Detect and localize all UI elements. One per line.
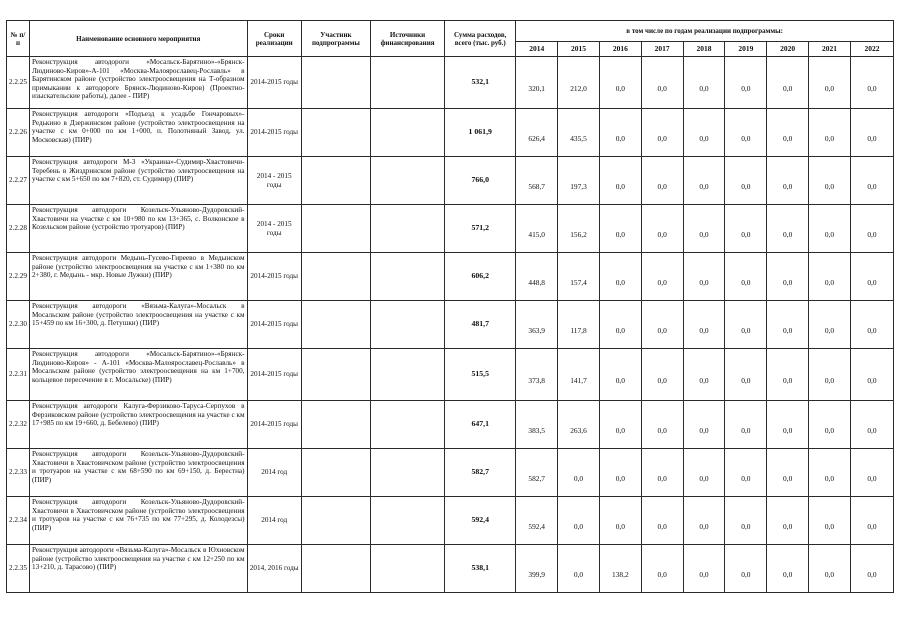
row-value-2022: 0,0: [850, 205, 893, 253]
row-value-2018: 0,0: [683, 301, 725, 349]
row-value-2017: 0,0: [641, 497, 683, 545]
row-value-2016: 138,2: [599, 545, 641, 593]
row-value-2018: 0,0: [683, 109, 725, 157]
header-total: Сумма расходов, всего (тыс. руб.): [445, 21, 516, 57]
table-row: [7, 301, 894, 349]
row-number: 2.2.31: [7, 349, 30, 401]
row-value-2018: 0,0: [683, 57, 725, 109]
row-value-2019: 0,0: [725, 301, 767, 349]
row-value-2020: 0,0: [767, 545, 809, 593]
row-value-2018: 0,0: [683, 205, 725, 253]
row-value-2022: 0,0: [850, 401, 893, 449]
row-value-2015: 117,8: [558, 301, 600, 349]
row-participant: [301, 109, 370, 157]
row-name: Реконструкция автодороги «Подъезд к усадьбе Гончаровых»-Редькино в Дзержинском районе (устройство электроосвещения на участке с км 0+000 по км 1+000, п. Полотняный Завод, ул. Московская) (ПИР): [30, 109, 248, 157]
year-header-2020: 2020: [767, 42, 809, 57]
header-sources: Источники финансирования: [370, 21, 444, 57]
row-value-2021: 0,0: [809, 205, 851, 253]
row-value-2019: 0,0: [725, 157, 767, 205]
row-value-2020: 0,0: [767, 301, 809, 349]
row-value-2017: 0,0: [641, 449, 683, 497]
row-dates: 2014-2015 годы: [247, 349, 301, 401]
row-sources: [370, 205, 444, 253]
row-number: 2.2.30: [7, 301, 30, 349]
row-value-2016: 0,0: [599, 253, 641, 301]
header-num: № п/п: [7, 21, 30, 57]
row-sources: [370, 253, 444, 301]
table-row: [7, 157, 894, 205]
row-value-2016: 0,0: [599, 157, 641, 205]
row-value-2020: 0,0: [767, 401, 809, 449]
row-value-2014: 363,9: [516, 301, 558, 349]
row-value-2018: 0,0: [683, 253, 725, 301]
row-value-2014: 626,4: [516, 109, 558, 157]
row-value-2017: 0,0: [641, 205, 683, 253]
row-value-2017: 0,0: [641, 301, 683, 349]
budget-table: [6, 20, 894, 593]
year-header-2022: 2022: [850, 42, 893, 57]
row-sources: [370, 301, 444, 349]
row-sources: [370, 349, 444, 401]
row-value-2015: 0,0: [558, 497, 600, 545]
row-value-2017: 0,0: [641, 109, 683, 157]
row-dates: 2014 - 2015 годы: [247, 205, 301, 253]
row-total: 592,4: [445, 497, 516, 545]
row-value-2019: 0,0: [725, 205, 767, 253]
row-value-2014: 373,8: [516, 349, 558, 401]
row-sources: [370, 545, 444, 593]
row-sources: [370, 109, 444, 157]
row-value-2022: 0,0: [850, 253, 893, 301]
row-value-2019: 0,0: [725, 349, 767, 401]
row-value-2015: 435,5: [558, 109, 600, 157]
row-number: 2.2.35: [7, 545, 30, 593]
row-value-2017: 0,0: [641, 57, 683, 109]
row-value-2014: 415,0: [516, 205, 558, 253]
row-total: 515,5: [445, 349, 516, 401]
row-value-2018: 0,0: [683, 401, 725, 449]
row-value-2014: 582,7: [516, 449, 558, 497]
row-participant: [301, 57, 370, 109]
row-value-2021: 0,0: [809, 449, 851, 497]
row-total: 532,1: [445, 57, 516, 109]
row-value-2021: 0,0: [809, 253, 851, 301]
table-row: [7, 253, 894, 301]
row-value-2015: 141,7: [558, 349, 600, 401]
row-value-2016: 0,0: [599, 449, 641, 497]
row-sources: [370, 57, 444, 109]
row-value-2015: 197,3: [558, 157, 600, 205]
row-value-2021: 0,0: [809, 497, 851, 545]
year-header-2019: 2019: [725, 42, 767, 57]
row-participant: [301, 545, 370, 593]
row-name: Реконструкция автодороги «Мосальск-Барятино»-«Брянск-Людиново-Киров» - А-101 «Москва-Малоярославец-Рославль» в Мосальском районе (устройство электроосвещения на км 1+700, кольцевое пересечение в г. Мосальске) (ПИР): [30, 349, 248, 401]
row-value-2020: 0,0: [767, 57, 809, 109]
row-value-2014: 320,1: [516, 57, 558, 109]
row-value-2019: 0,0: [725, 109, 767, 157]
year-header-2021: 2021: [809, 42, 851, 57]
row-dates: 2014 - 2015 годы: [247, 157, 301, 205]
row-name: Реконструкция автодороги Калуга-Ферзиково-Таруса-Серпухов в Ферзиковском районе (устройство электроосвещения на участке с км 17+985 по км 19+660, д. Бебелево) (ПИР): [30, 401, 248, 449]
row-value-2021: 0,0: [809, 57, 851, 109]
row-dates: 2014-2015 годы: [247, 109, 301, 157]
year-header-2016: 2016: [599, 42, 641, 57]
row-value-2018: 0,0: [683, 349, 725, 401]
row-sources: [370, 401, 444, 449]
row-value-2022: 0,0: [850, 497, 893, 545]
row-participant: [301, 205, 370, 253]
table-row: [7, 401, 894, 449]
row-number: 2.2.34: [7, 497, 30, 545]
row-value-2020: 0,0: [767, 253, 809, 301]
row-value-2015: 212,0: [558, 57, 600, 109]
row-dates: 2014-2015 годы: [247, 253, 301, 301]
row-value-2017: 0,0: [641, 157, 683, 205]
row-value-2022: 0,0: [850, 545, 893, 593]
header-years-group: в том числе по годам реализации подпрограммы:: [516, 21, 894, 42]
row-value-2015: 156,2: [558, 205, 600, 253]
row-value-2018: 0,0: [683, 449, 725, 497]
row-participant: [301, 401, 370, 449]
year-header-2017: 2017: [641, 42, 683, 57]
row-total: 1 061,9: [445, 109, 516, 157]
table-body: [7, 57, 894, 593]
row-dates: 2014-2015 годы: [247, 57, 301, 109]
row-value-2020: 0,0: [767, 349, 809, 401]
row-value-2021: 0,0: [809, 157, 851, 205]
row-sources: [370, 157, 444, 205]
row-participant: [301, 349, 370, 401]
row-value-2020: 0,0: [767, 205, 809, 253]
row-number: 2.2.28: [7, 205, 30, 253]
row-value-2022: 0,0: [850, 157, 893, 205]
row-total: 582,7: [445, 449, 516, 497]
row-value-2019: 0,0: [725, 57, 767, 109]
row-value-2022: 0,0: [850, 57, 893, 109]
row-dates: 2014-2015 годы: [247, 301, 301, 349]
row-value-2016: 0,0: [599, 109, 641, 157]
row-name: Реконструкция автодороги Козельск-Ульяново-Дудоровский-Хвастовичи в Хвастовичском районе (устройство электроосвещения и тротуаров на участке с км 68+590 по км 69+150, д. Берестна) (ПИР): [30, 449, 248, 497]
row-value-2019: 0,0: [725, 401, 767, 449]
year-header-2015: 2015: [558, 42, 600, 57]
row-value-2020: 0,0: [767, 109, 809, 157]
row-name: Реконструкция автодороги Медынь-Гусево-Гиреево в Медынском районе (устройство электроосвещения на участке с км 1+380 по км 2+380, г. Медынь - мкр. Новые Лужки) (ПИР): [30, 253, 248, 301]
row-value-2020: 0,0: [767, 449, 809, 497]
row-participant: [301, 497, 370, 545]
budget-table-sheet: [6, 20, 894, 593]
row-value-2021: 0,0: [809, 545, 851, 593]
row-value-2020: 0,0: [767, 497, 809, 545]
row-value-2017: 0,0: [641, 253, 683, 301]
row-value-2016: 0,0: [599, 57, 641, 109]
row-value-2018: 0,0: [683, 157, 725, 205]
row-value-2021: 0,0: [809, 401, 851, 449]
row-value-2014: 568,7: [516, 157, 558, 205]
row-participant: [301, 301, 370, 349]
row-value-2022: 0,0: [850, 449, 893, 497]
row-name: Реконструкция автодороги «Мосальск-Барятино»-«Брянск-Людиново-Киров»-А-101 «Москва-Малоярославец-Рославль» в Барятинском районе (устройство электроосвещения на Т-образном примыкании к автодороге Брянск-Людиново-Киров) (Проектно-изыскательские работы), далее - ПИР): [30, 57, 248, 109]
row-number: 2.2.26: [7, 109, 30, 157]
row-total: 647,1: [445, 401, 516, 449]
header-dates: Сроки реализации: [247, 21, 301, 57]
row-value-2014: 383,5: [516, 401, 558, 449]
row-dates: 2014-2015 годы: [247, 401, 301, 449]
row-total: 538,1: [445, 545, 516, 593]
table-row: [7, 57, 894, 109]
row-value-2015: 157,4: [558, 253, 600, 301]
year-header-2014: 2014: [516, 42, 558, 57]
row-dates: 2014 год: [247, 497, 301, 545]
row-value-2016: 0,0: [599, 401, 641, 449]
row-number: 2.2.27: [7, 157, 30, 205]
row-number: 2.2.29: [7, 253, 30, 301]
row-number: 2.2.33: [7, 449, 30, 497]
row-dates: 2014 год: [247, 449, 301, 497]
year-header-2018: 2018: [683, 42, 725, 57]
row-name: Реконструкция автодороги «Вязьма-Калуга»-Мосальск в Мосальском районе (устройство электроосвещения на участке с км 15+459 по км 16+300, д. Петушки) (ПИР): [30, 301, 248, 349]
row-name: Реконструкция автодороги М-3 «Украина»-Судимир-Хвастовичи-Теребень в Жиздринском районе (устройство электроосвещения на участке с км 5+650 по км 7+820, ст. Судимир) (ПИР): [30, 157, 248, 205]
row-total: 481,7: [445, 301, 516, 349]
row-value-2018: 0,0: [683, 545, 725, 593]
row-name: Реконструкция автодороги Козельск-Ульяново-Дудоровский-Хвастовичи на участке с км 10+980 по км 13+365, с. Волконское в Козельском районе (устройство тротуаров) (ПИР): [30, 205, 248, 253]
row-value-2020: 0,0: [767, 157, 809, 205]
row-value-2017: 0,0: [641, 545, 683, 593]
row-value-2017: 0,0: [641, 349, 683, 401]
row-value-2017: 0,0: [641, 401, 683, 449]
row-value-2021: 0,0: [809, 109, 851, 157]
row-number: 2.2.25: [7, 57, 30, 109]
row-value-2019: 0,0: [725, 497, 767, 545]
row-value-2014: 399,9: [516, 545, 558, 593]
row-value-2022: 0,0: [850, 109, 893, 157]
row-value-2016: 0,0: [599, 497, 641, 545]
row-value-2021: 0,0: [809, 349, 851, 401]
row-number: 2.2.32: [7, 401, 30, 449]
row-total: 606,2: [445, 253, 516, 301]
row-value-2019: 0,0: [725, 253, 767, 301]
table-row: [7, 497, 894, 545]
header-participant: Участник подпрограммы: [301, 21, 370, 57]
header-name: Наименование основного мероприятия: [30, 21, 248, 57]
table-row: [7, 109, 894, 157]
row-name: Реконструкция автодороги Козельск-Ульяново-Дудоровский-Хвастовичи в Хвастовичском районе (устройство электроосвещения и тротуаров на участке с км 76+735 по км 77+295, д. Колодезсы) (ПИР): [30, 497, 248, 545]
row-total: 571,2: [445, 205, 516, 253]
row-participant: [301, 253, 370, 301]
row-participant: [301, 157, 370, 205]
row-value-2016: 0,0: [599, 301, 641, 349]
row-value-2014: 448,8: [516, 253, 558, 301]
row-name: Реконструкция автодороги «Вязьма-Калуга»-Мосальск в Юхновском районе (устройство электроосвещения на участке с км 12+250 по км 13+210, д. Тарасово) (ПИР): [30, 545, 248, 593]
row-total: 766,0: [445, 157, 516, 205]
table-row: [7, 449, 894, 497]
row-dates: 2014, 2016 годы: [247, 545, 301, 593]
table-row: [7, 545, 894, 593]
row-value-2019: 0,0: [725, 545, 767, 593]
row-value-2015: 0,0: [558, 449, 600, 497]
row-value-2021: 0,0: [809, 301, 851, 349]
row-value-2014: 592,4: [516, 497, 558, 545]
row-participant: [301, 449, 370, 497]
row-value-2022: 0,0: [850, 301, 893, 349]
row-value-2016: 0,0: [599, 349, 641, 401]
table-row: [7, 349, 894, 401]
row-sources: [370, 449, 444, 497]
row-value-2019: 0,0: [725, 449, 767, 497]
row-sources: [370, 497, 444, 545]
table-row: [7, 205, 894, 253]
row-value-2015: 0,0: [558, 545, 600, 593]
row-value-2016: 0,0: [599, 205, 641, 253]
row-value-2022: 0,0: [850, 349, 893, 401]
row-value-2018: 0,0: [683, 497, 725, 545]
row-value-2015: 263,6: [558, 401, 600, 449]
